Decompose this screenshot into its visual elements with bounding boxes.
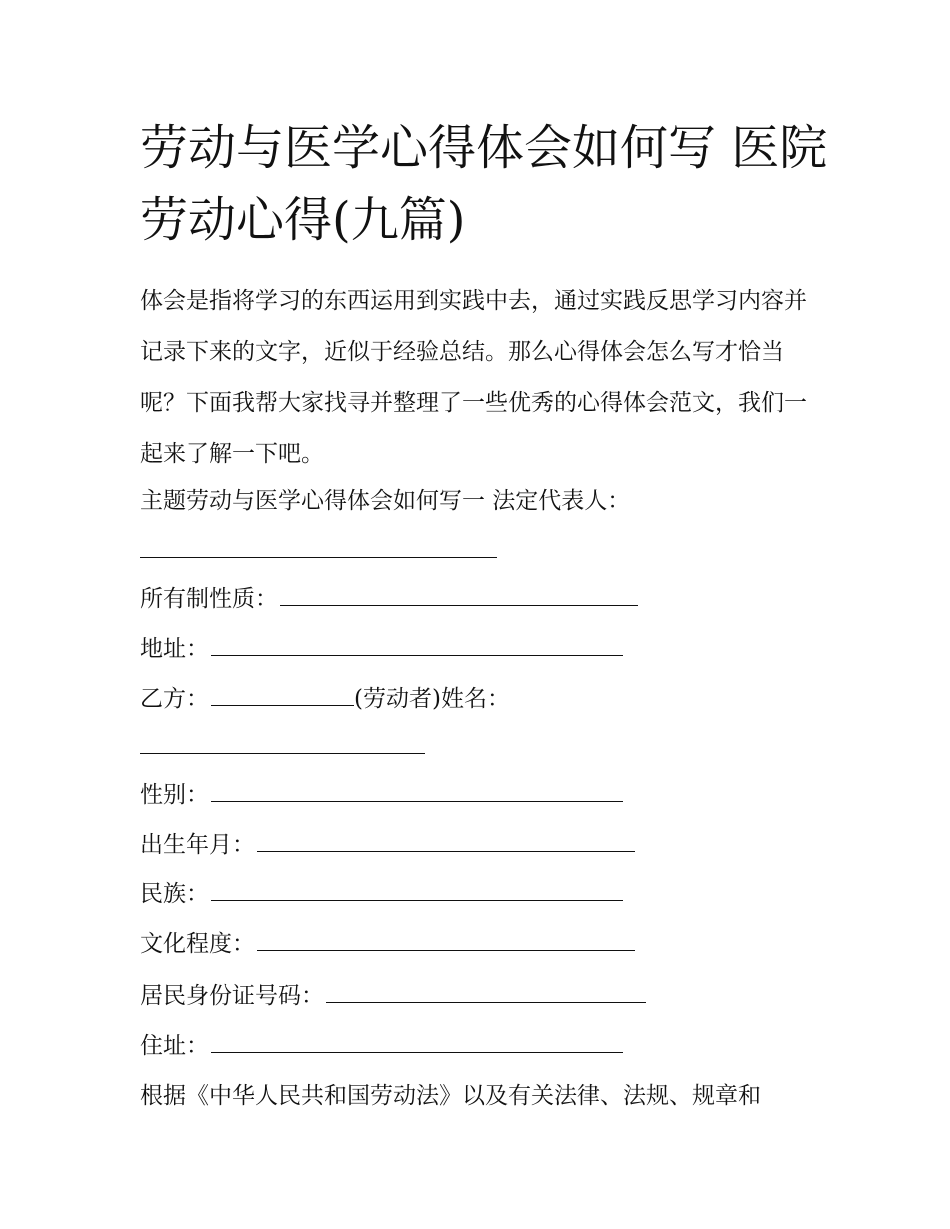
ethnicity-blank — [211, 878, 623, 901]
birth-row — [140, 828, 635, 862]
address-label: 地址： — [140, 636, 209, 662]
education-blank — [257, 928, 635, 951]
id-number-blank — [326, 980, 646, 1003]
residence-row — [140, 1029, 623, 1063]
legal-rep-blank — [140, 535, 497, 558]
party-b-label: 乙方： — [140, 686, 209, 712]
id-number-row — [140, 979, 646, 1013]
address-row — [140, 632, 623, 666]
intro-paragraph: 体会是指将学习的东西运用到实践中去，通过实践反思学习内容并记录下来的文字，近似于经验总结。那么心得体会怎么写才恰当呢？下面我帮大家找寻并整理了一些优秀的心得体会范文，我们一起来了解一下吧。 — [140, 288, 807, 467]
residence-label: 住址： — [140, 1033, 209, 1059]
education-label: 文化程度： — [140, 931, 255, 957]
worker-name-blank — [140, 731, 425, 754]
education-row — [140, 927, 635, 961]
gender-label: 性别： — [140, 782, 209, 808]
party-b-row — [140, 682, 510, 716]
subject-line — [140, 484, 630, 518]
birth-blank — [257, 829, 635, 852]
ethnicity-row — [140, 877, 623, 911]
ownership-label: 所有制性质： — [140, 586, 278, 612]
gender-row — [140, 778, 623, 812]
ownership-blank — [280, 583, 638, 606]
closing-line — [140, 1079, 761, 1113]
gender-blank — [211, 779, 623, 802]
worker-name-label: (劳动者)姓名： — [354, 686, 510, 712]
birth-label: 出生年月： — [140, 832, 255, 858]
document-title: 劳动与医学心得体会如何写 医院劳动心得(九篇) — [140, 120, 828, 248]
id-number-label: 居民身份证号码： — [140, 983, 324, 1009]
address-blank — [211, 633, 623, 656]
party-b-blank — [211, 683, 354, 706]
ownership-row — [140, 582, 638, 616]
subject-line-text: 主题劳动与医学心得体会如何写一 法定代表人： — [140, 488, 631, 514]
legal-rep-blank-row — [140, 534, 497, 568]
worker-name-blank-row — [140, 730, 425, 764]
closing-line-text: 根据《中华人民共和国劳动法》以及有关法律、法规、规章和 — [140, 1083, 761, 1109]
ethnicity-label: 民族： — [140, 881, 209, 907]
residence-blank — [211, 1030, 623, 1053]
